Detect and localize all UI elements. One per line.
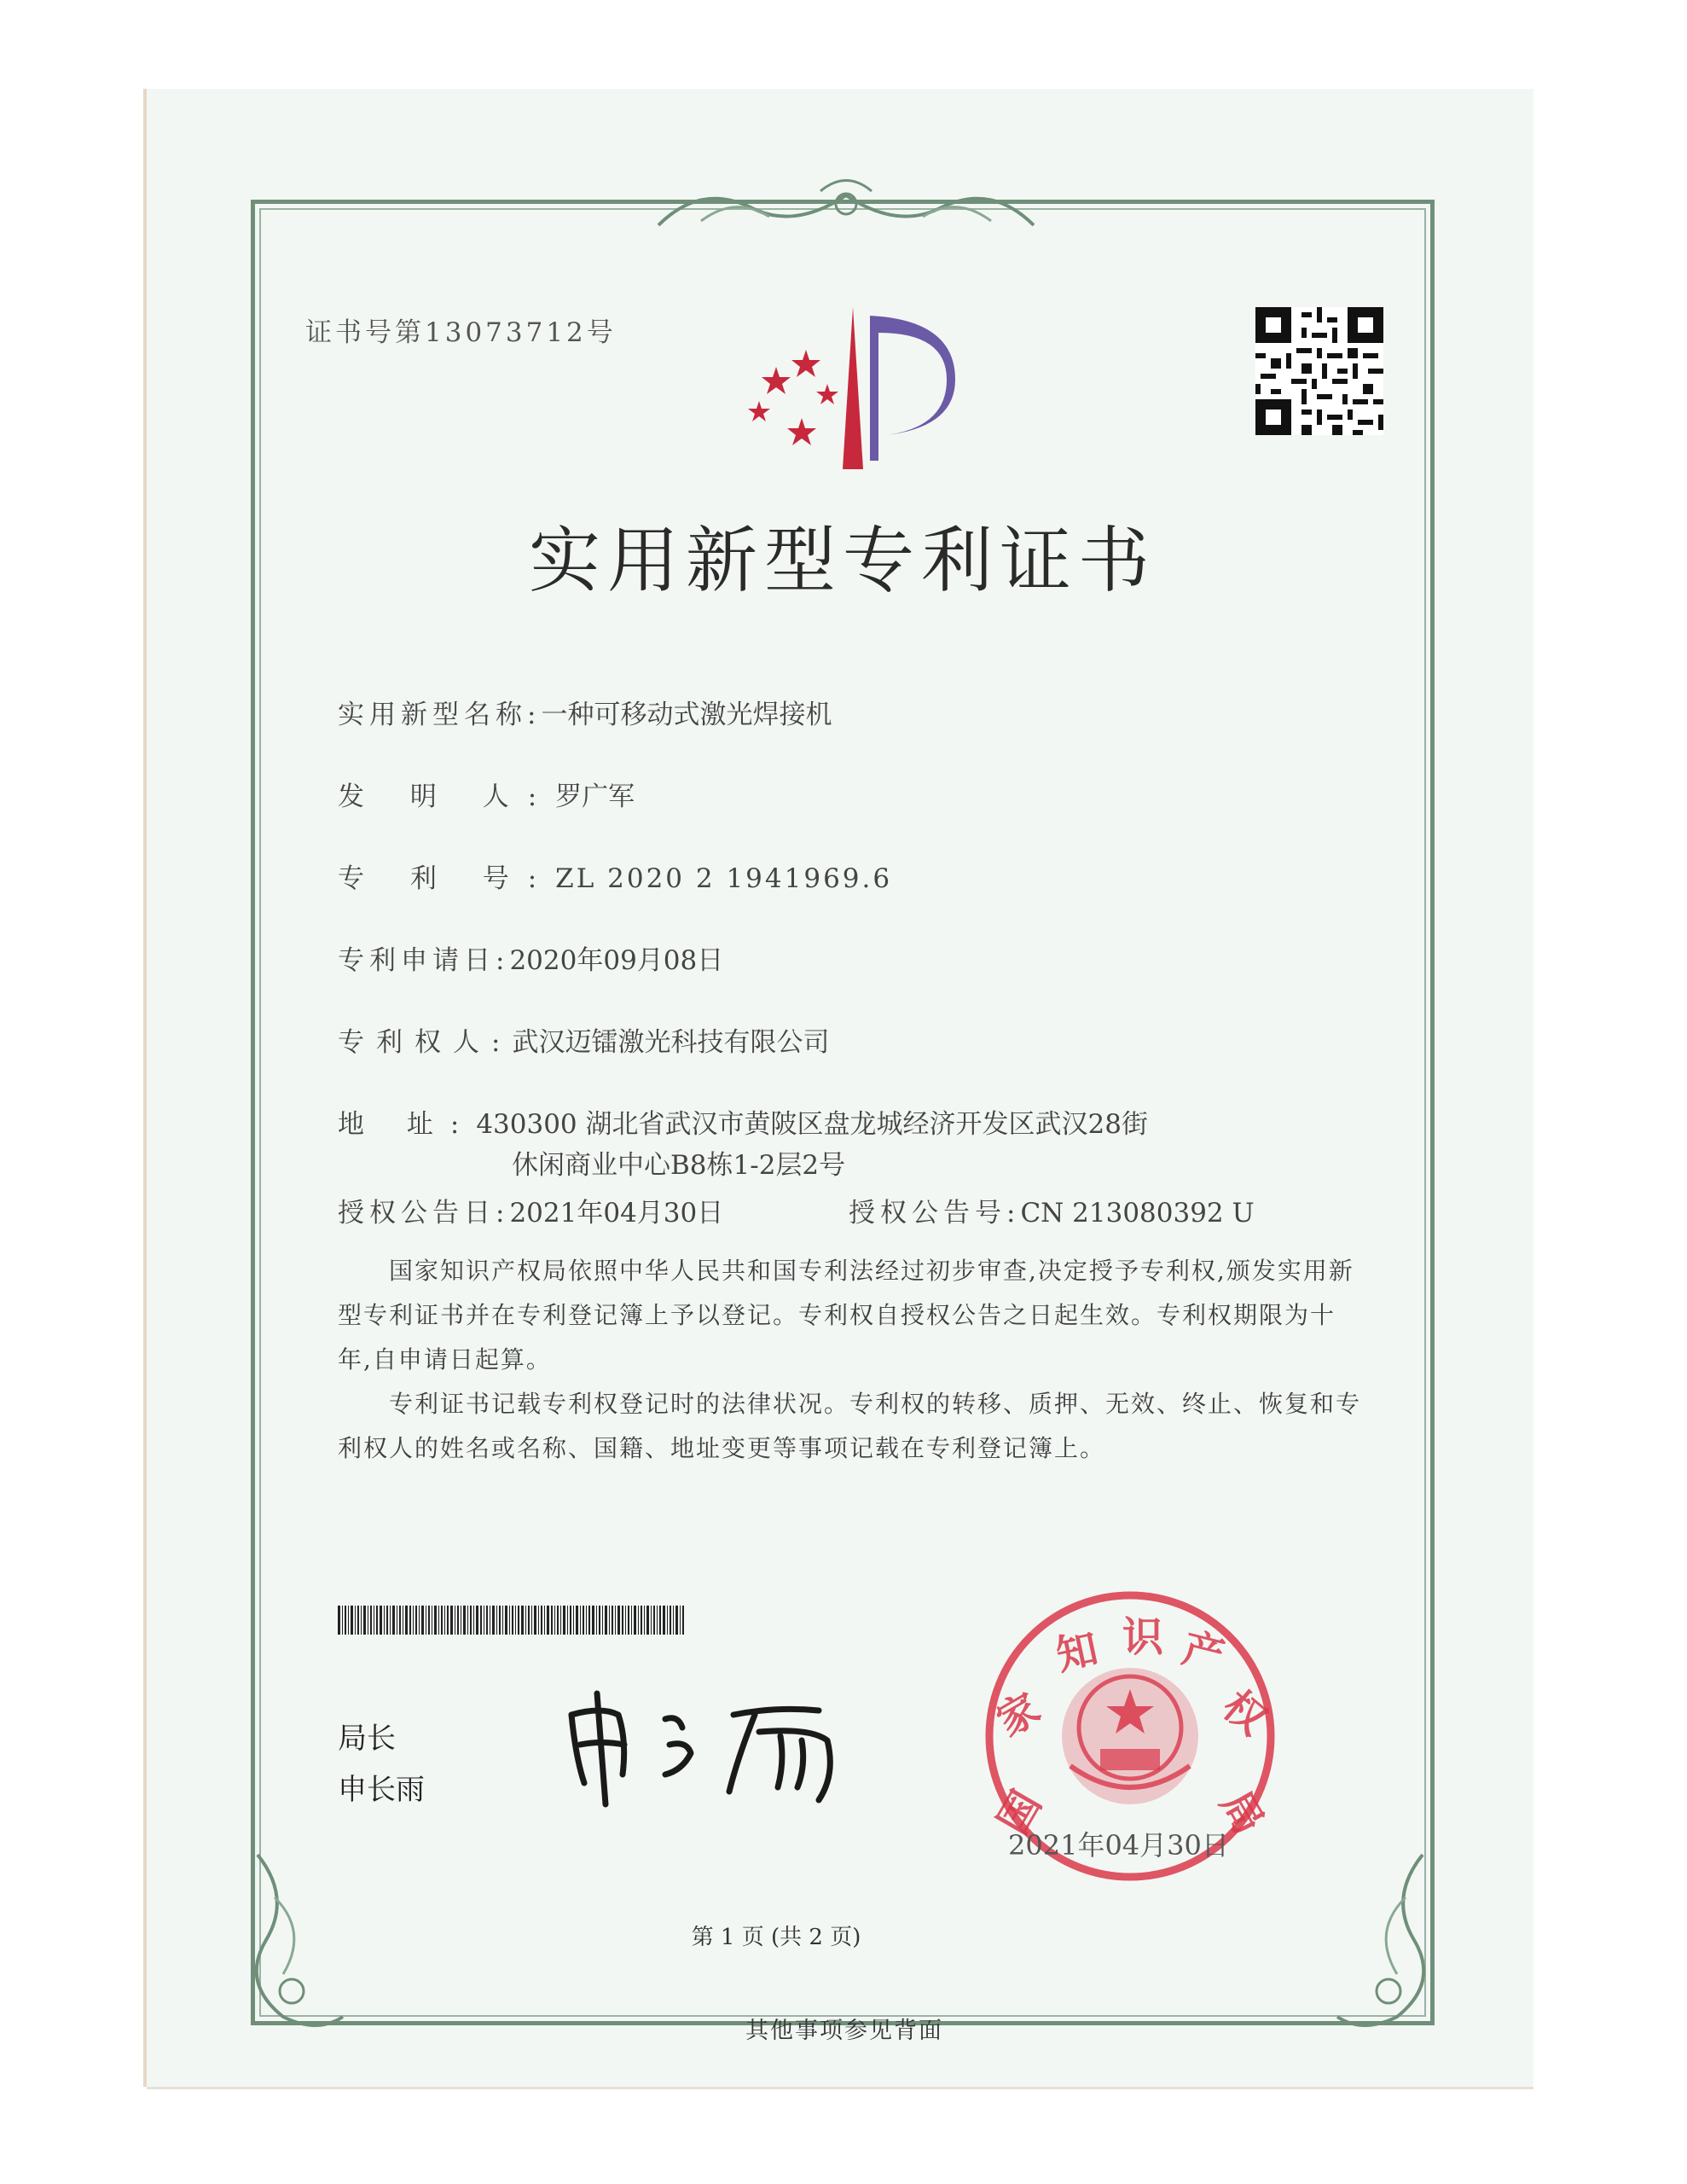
field-value: 430300 湖北省武汉市黄陂区盘龙城经济开发区武汉28街 bbox=[476, 1109, 1148, 1140]
field-label: 授权公告日: bbox=[338, 1198, 510, 1228]
field-patentee bbox=[338, 1020, 829, 1059]
field-value: CN 213080392 U bbox=[1020, 1198, 1255, 1228]
field-value: ZL 2020 2 1941969.6 bbox=[555, 863, 893, 894]
paragraph: 国家知识产权局依照中华人民共和国专利法经过初步审查,决定授予专利权,颁发实用新型专利证书并在专利登记簿上予以登记。专利权自授权公告之日起生效。专利权期限为十年,自申请日起算。 bbox=[338, 1257, 1354, 1374]
field-address bbox=[338, 1102, 1148, 1141]
certificate-text bbox=[338, 1249, 1361, 1471]
qr-code-icon bbox=[1255, 307, 1383, 435]
field-label: 实用新型名称: bbox=[338, 700, 542, 730]
certificate-number: 证书号第13073712号 bbox=[305, 317, 617, 348]
field-value: 2020年09月08日 bbox=[509, 945, 724, 976]
field-label: 授权公告号: bbox=[849, 1198, 1021, 1228]
top-ornament-icon bbox=[650, 174, 1042, 242]
field-address-line2: 休闲商业中心B8栋1-2层2号 bbox=[512, 1150, 846, 1181]
field-value: 罗广军 bbox=[555, 781, 635, 812]
field-patent-number bbox=[338, 857, 892, 895]
field-value: 2021年04月30日 bbox=[509, 1198, 724, 1228]
signatory-title: 局长 bbox=[338, 1722, 396, 1756]
field-grant-date bbox=[338, 1191, 723, 1229]
field-label: 地 址: bbox=[338, 1109, 477, 1140]
field-utility-model-name bbox=[338, 693, 832, 731]
field-label: 发 明 人: bbox=[338, 781, 556, 812]
field-inventor bbox=[338, 775, 635, 813]
seal-text-ring: 国 家 知 识 产 权 局 bbox=[988, 1613, 1276, 1843]
field-filing-date bbox=[338, 938, 723, 977]
footer-note: 其他事项参见背面 bbox=[745, 2018, 943, 2044]
field-label: 专利申请日: bbox=[338, 945, 510, 976]
barcode-icon bbox=[338, 1606, 687, 1635]
page-title: 实用新型专利证书 bbox=[529, 519, 1157, 602]
patent-office-logo-icon bbox=[742, 299, 964, 469]
page-number: 第 1 页 (共 2 页) bbox=[691, 1925, 861, 1950]
signatory-name: 申长雨 bbox=[338, 1773, 425, 1807]
handwritten-signature-icon bbox=[554, 1681, 861, 1809]
field-label: 专 利 号: bbox=[338, 863, 556, 894]
field-value: 武汉迈镭激光科技有限公司 bbox=[512, 1027, 830, 1058]
bottom-left-ornament-icon bbox=[241, 1846, 351, 2034]
field-value: 一种可移动式激光焊接机 bbox=[541, 700, 832, 730]
field-label: 专利权人: bbox=[338, 1027, 513, 1058]
field-grant-number bbox=[849, 1191, 1255, 1229]
paragraph: 专利证书记载专利权登记时的法律状况。专利权的转移、质押、无效、终止、恢复和专利权人的姓名或名称、国籍、地址变更等事项记载在专利登记簿上。 bbox=[338, 1390, 1362, 1462]
bottom-right-ornament-icon bbox=[1329, 1846, 1440, 2034]
seal-date: 2021年04月30日 bbox=[1008, 1829, 1229, 1862]
